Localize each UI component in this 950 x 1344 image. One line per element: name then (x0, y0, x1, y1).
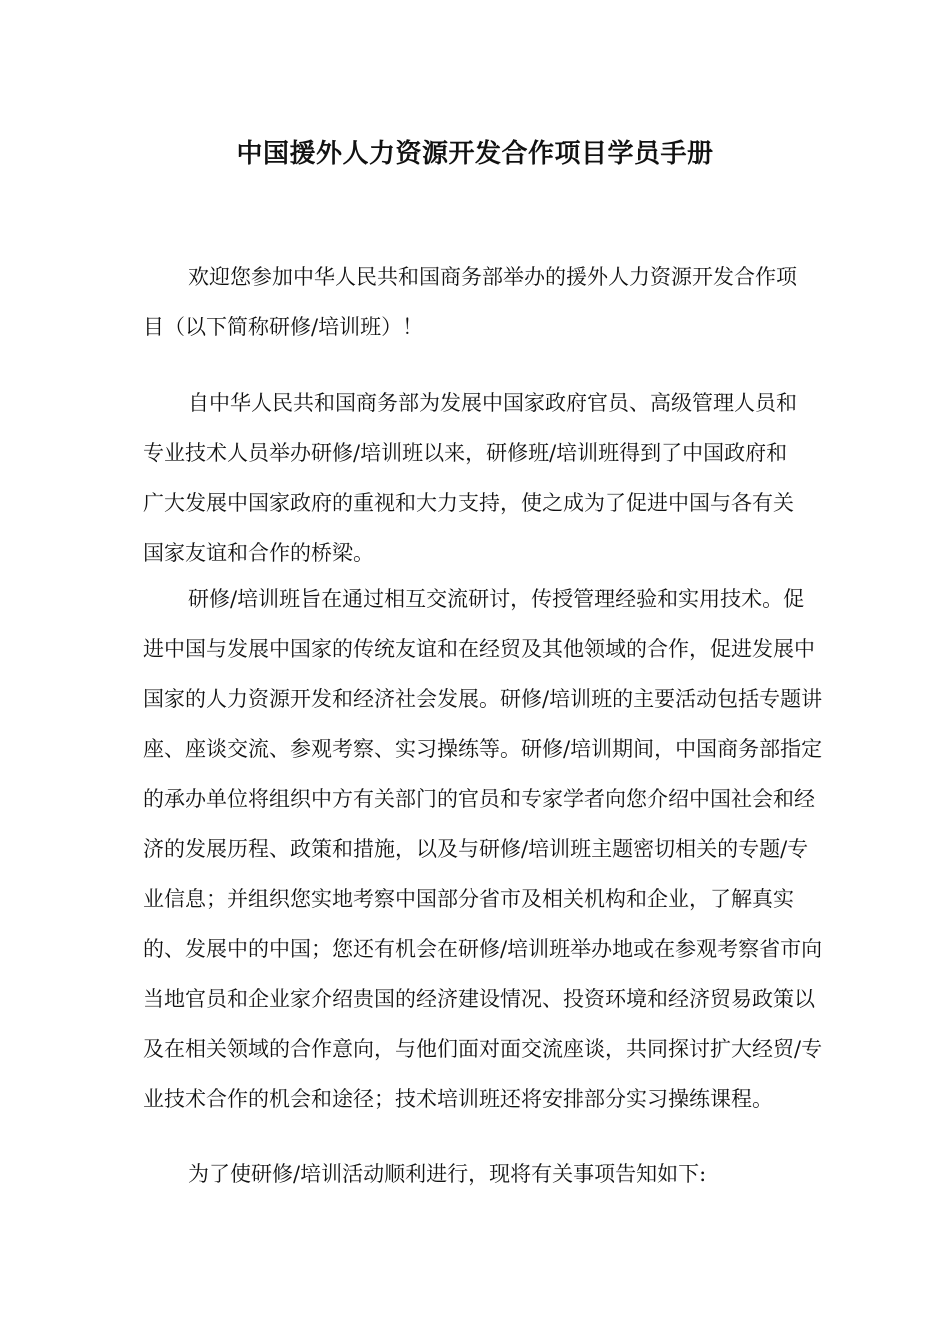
page-title: 中国援外人力资源开发合作项目学员手册 (236, 139, 714, 169)
paragraph-notice: 为了使研修/培训活动顺利进行，现将有关事项告知如下: (188, 1162, 707, 1186)
paragraph-purpose: 研修/培训班旨在通过相互交流研讨，传授管理经验和实用技术。促进中国与发展中国家的传统友谊和在经贸及其他领域的合作，促进发展中国家的人力资源开发和经济社会发展。研修/培训班的主要活动包括专题讲座、座谈交流、参观考察、实习操练等。研修/培训期间，中国商务部指定的承办单位将组织中方有关部门的官员和专家学者向您介绍中国社会和经济的发展历程、政策和措施，以及与研修/培训班主题密切相关的专题/专业信息；并组织您实地考察中国部分省市及相关机构和企业，了解真实的、发展中的中国；您还有机会在研修/培训班举办地或在参观考察省市向当地官员和企业家介绍贵国的经济建设情况、投资环境和经济贸易政策以及在相关领域的合作意向，与他们面对面交流座谈，共同探讨扩大经贸/专业技术合作的机会和途径；技术培训班还将安排部分实习操练课程。 (143, 587, 823, 1111)
paragraph-welcome: 欢迎您参加中华人民共和国商务部举办的援外人力资源开发合作项目（以下简称研修/培训班）！ (143, 265, 797, 339)
paragraph-history: 自中华人民共和国商务部为发展中国家政府官员、高级管理人员和专业技术人员举办研修/培训班以来，研修班/培训班得到了中国政府和广大发展中国家政府的重视和大力支持，使之成为了促进中国与各有关国家友谊和合作的桥梁。 (143, 391, 797, 565)
